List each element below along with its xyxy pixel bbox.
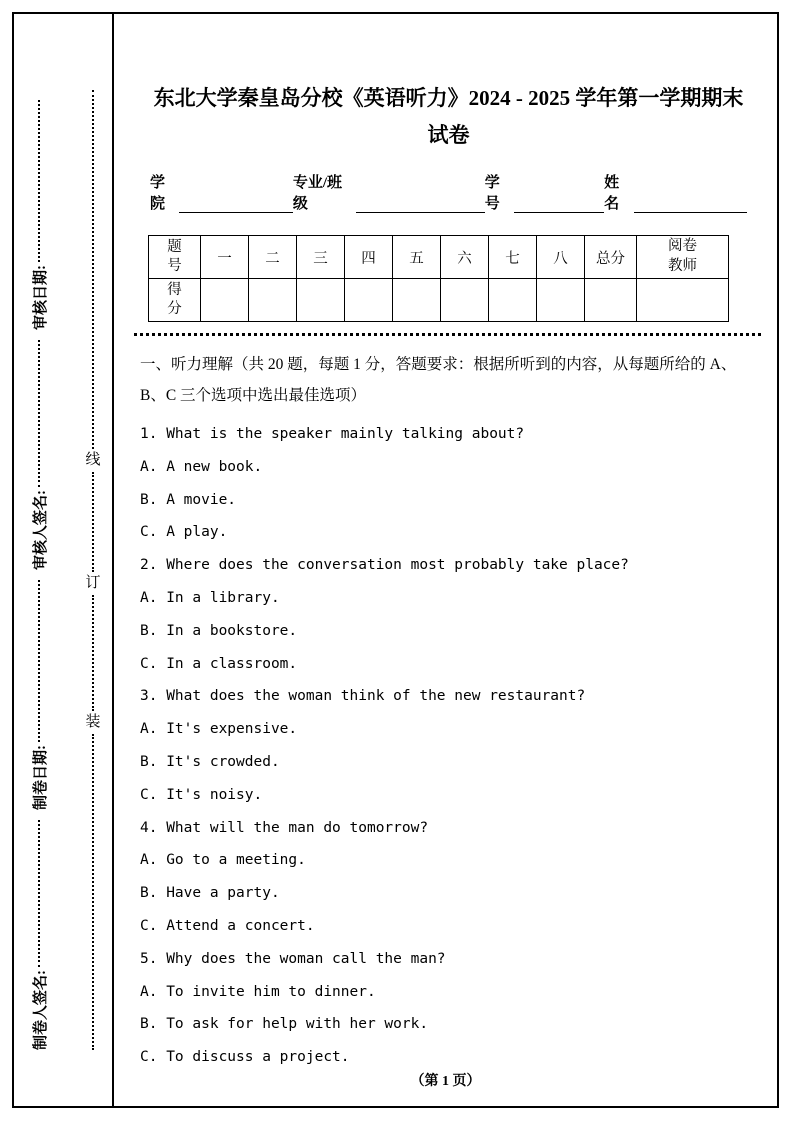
option-b: B. To ask for help with her work. <box>140 1016 429 1033</box>
binding-margin-fields <box>22 90 56 1050</box>
fill-in-dotted-line <box>38 340 40 487</box>
question-block <box>140 418 757 549</box>
option-c: C. A play. <box>140 524 228 541</box>
score-table <box>148 235 729 322</box>
option-c: C. It's noisy. <box>140 786 263 803</box>
score-cell-empty <box>249 279 297 322</box>
score-cell-empty <box>537 279 585 322</box>
info-blank-line <box>634 195 748 213</box>
exam-title <box>140 80 757 154</box>
question-text: 3. What does the woman think of the new restaurant? <box>140 688 586 705</box>
option-a: A. A new book. <box>140 458 263 475</box>
score-cell-score-label: 得分 <box>149 279 201 322</box>
option-c: C. To discuss a project. <box>140 1049 350 1066</box>
option-c: C. In a classroom. <box>140 655 298 672</box>
question-text: 2. Where does the conversation most probably take place? <box>140 557 629 574</box>
binding-dotted-segment <box>92 90 94 449</box>
score-cell-question-number: 题号 <box>149 236 201 279</box>
question-block <box>140 680 757 811</box>
margin-field <box>29 90 50 330</box>
score-cell-empty <box>585 279 637 322</box>
score-cell: 八 <box>537 236 585 279</box>
info-field-student-id <box>485 171 604 213</box>
score-cell-empty <box>201 279 249 322</box>
student-info-row <box>140 171 757 213</box>
binding-dotted-segment <box>92 472 94 572</box>
margin-field <box>29 810 50 1050</box>
margin-field-label: 审核人签名: <box>32 490 49 570</box>
score-cell: 一 <box>201 236 249 279</box>
score-cell: 四 <box>345 236 393 279</box>
question-block <box>140 812 757 943</box>
binding-line-char: 订 <box>85 574 101 591</box>
score-cell-empty <box>393 279 441 322</box>
info-field-label: 姓名 <box>604 175 620 212</box>
info-blank-line <box>356 195 485 213</box>
score-table-score-row <box>149 279 729 322</box>
score-cell-empty <box>345 279 393 322</box>
option-b: B. Have a party. <box>140 885 280 902</box>
score-cell-empty <box>297 279 345 322</box>
score-cell: 二 <box>249 236 297 279</box>
info-field-label: 专业/班级 <box>292 175 343 212</box>
option-b: B. A movie. <box>140 491 237 508</box>
listening-questions <box>140 418 757 1074</box>
score-cell-empty <box>489 279 537 322</box>
score-table-header-row <box>149 236 729 279</box>
score-cell-total: 总分 <box>585 236 637 279</box>
binding-line-char: 线 <box>85 451 101 468</box>
score-cell: 五 <box>393 236 441 279</box>
binding-dotted-segment <box>92 734 94 1050</box>
binding-dotted-segment <box>92 595 94 711</box>
fill-in-dotted-line <box>38 100 40 262</box>
info-field-label: 学号 <box>484 175 500 212</box>
fill-in-dotted-line <box>38 580 40 742</box>
score-cell-empty <box>441 279 489 322</box>
option-a: A. Go to a meeting. <box>140 852 306 869</box>
score-cell: 三 <box>297 236 345 279</box>
info-field-college <box>150 171 293 213</box>
exam-title-line1: 东北大学秦皇岛分校《英语听力》2024 - 2025 学年第一学期期末 <box>153 86 744 110</box>
margin-field-label: 审核日期: <box>32 265 49 330</box>
info-blank-line <box>179 195 293 213</box>
exam-title-line2: 试卷 <box>427 123 470 147</box>
info-blank-line <box>514 195 604 213</box>
binding-line <box>82 90 104 1050</box>
margin-field-label: 制卷人签名: <box>32 970 49 1050</box>
question-text: 5. Why does the woman call the man? <box>140 950 446 967</box>
exam-paper-sheet <box>12 12 779 1108</box>
option-b: B. It's crowded. <box>140 753 280 770</box>
info-field-label: 学院 <box>150 175 166 212</box>
score-cell: 七 <box>489 236 537 279</box>
page-footer: （第 1 页） <box>410 1074 481 1089</box>
section-heading: 一、听力理解（共 20 题，每题 1 分，答题要求：根据所听到的内容，从每题所给的 A、B、C 三个选项中选出最佳选项） <box>140 356 737 404</box>
score-cell: 六 <box>441 236 489 279</box>
info-field-name <box>604 171 747 213</box>
question-text: 4. What will the man do tomorrow? <box>140 819 429 836</box>
question-block <box>140 549 757 680</box>
score-cell-empty <box>637 279 729 322</box>
score-cell-grader: 阅卷教师 <box>637 236 729 279</box>
margin-field-label: 制卷日期: <box>32 745 49 810</box>
binding-line-char: 装 <box>85 713 101 730</box>
info-field-major-class <box>293 171 485 213</box>
dotted-separator <box>134 333 761 336</box>
option-b: B. In a bookstore. <box>140 622 298 639</box>
option-a: A. In a library. <box>140 589 280 606</box>
margin-field <box>29 330 50 570</box>
margin-field <box>29 570 50 810</box>
option-c: C. Attend a concert. <box>140 917 315 934</box>
exam-content <box>114 14 779 1108</box>
option-a: A. To invite him to dinner. <box>140 983 376 1000</box>
question-block <box>140 943 757 1074</box>
question-text: 1. What is the speaker mainly talking about? <box>140 426 525 442</box>
option-a: A. It's expensive. <box>140 721 298 738</box>
fill-in-dotted-line <box>38 820 40 967</box>
